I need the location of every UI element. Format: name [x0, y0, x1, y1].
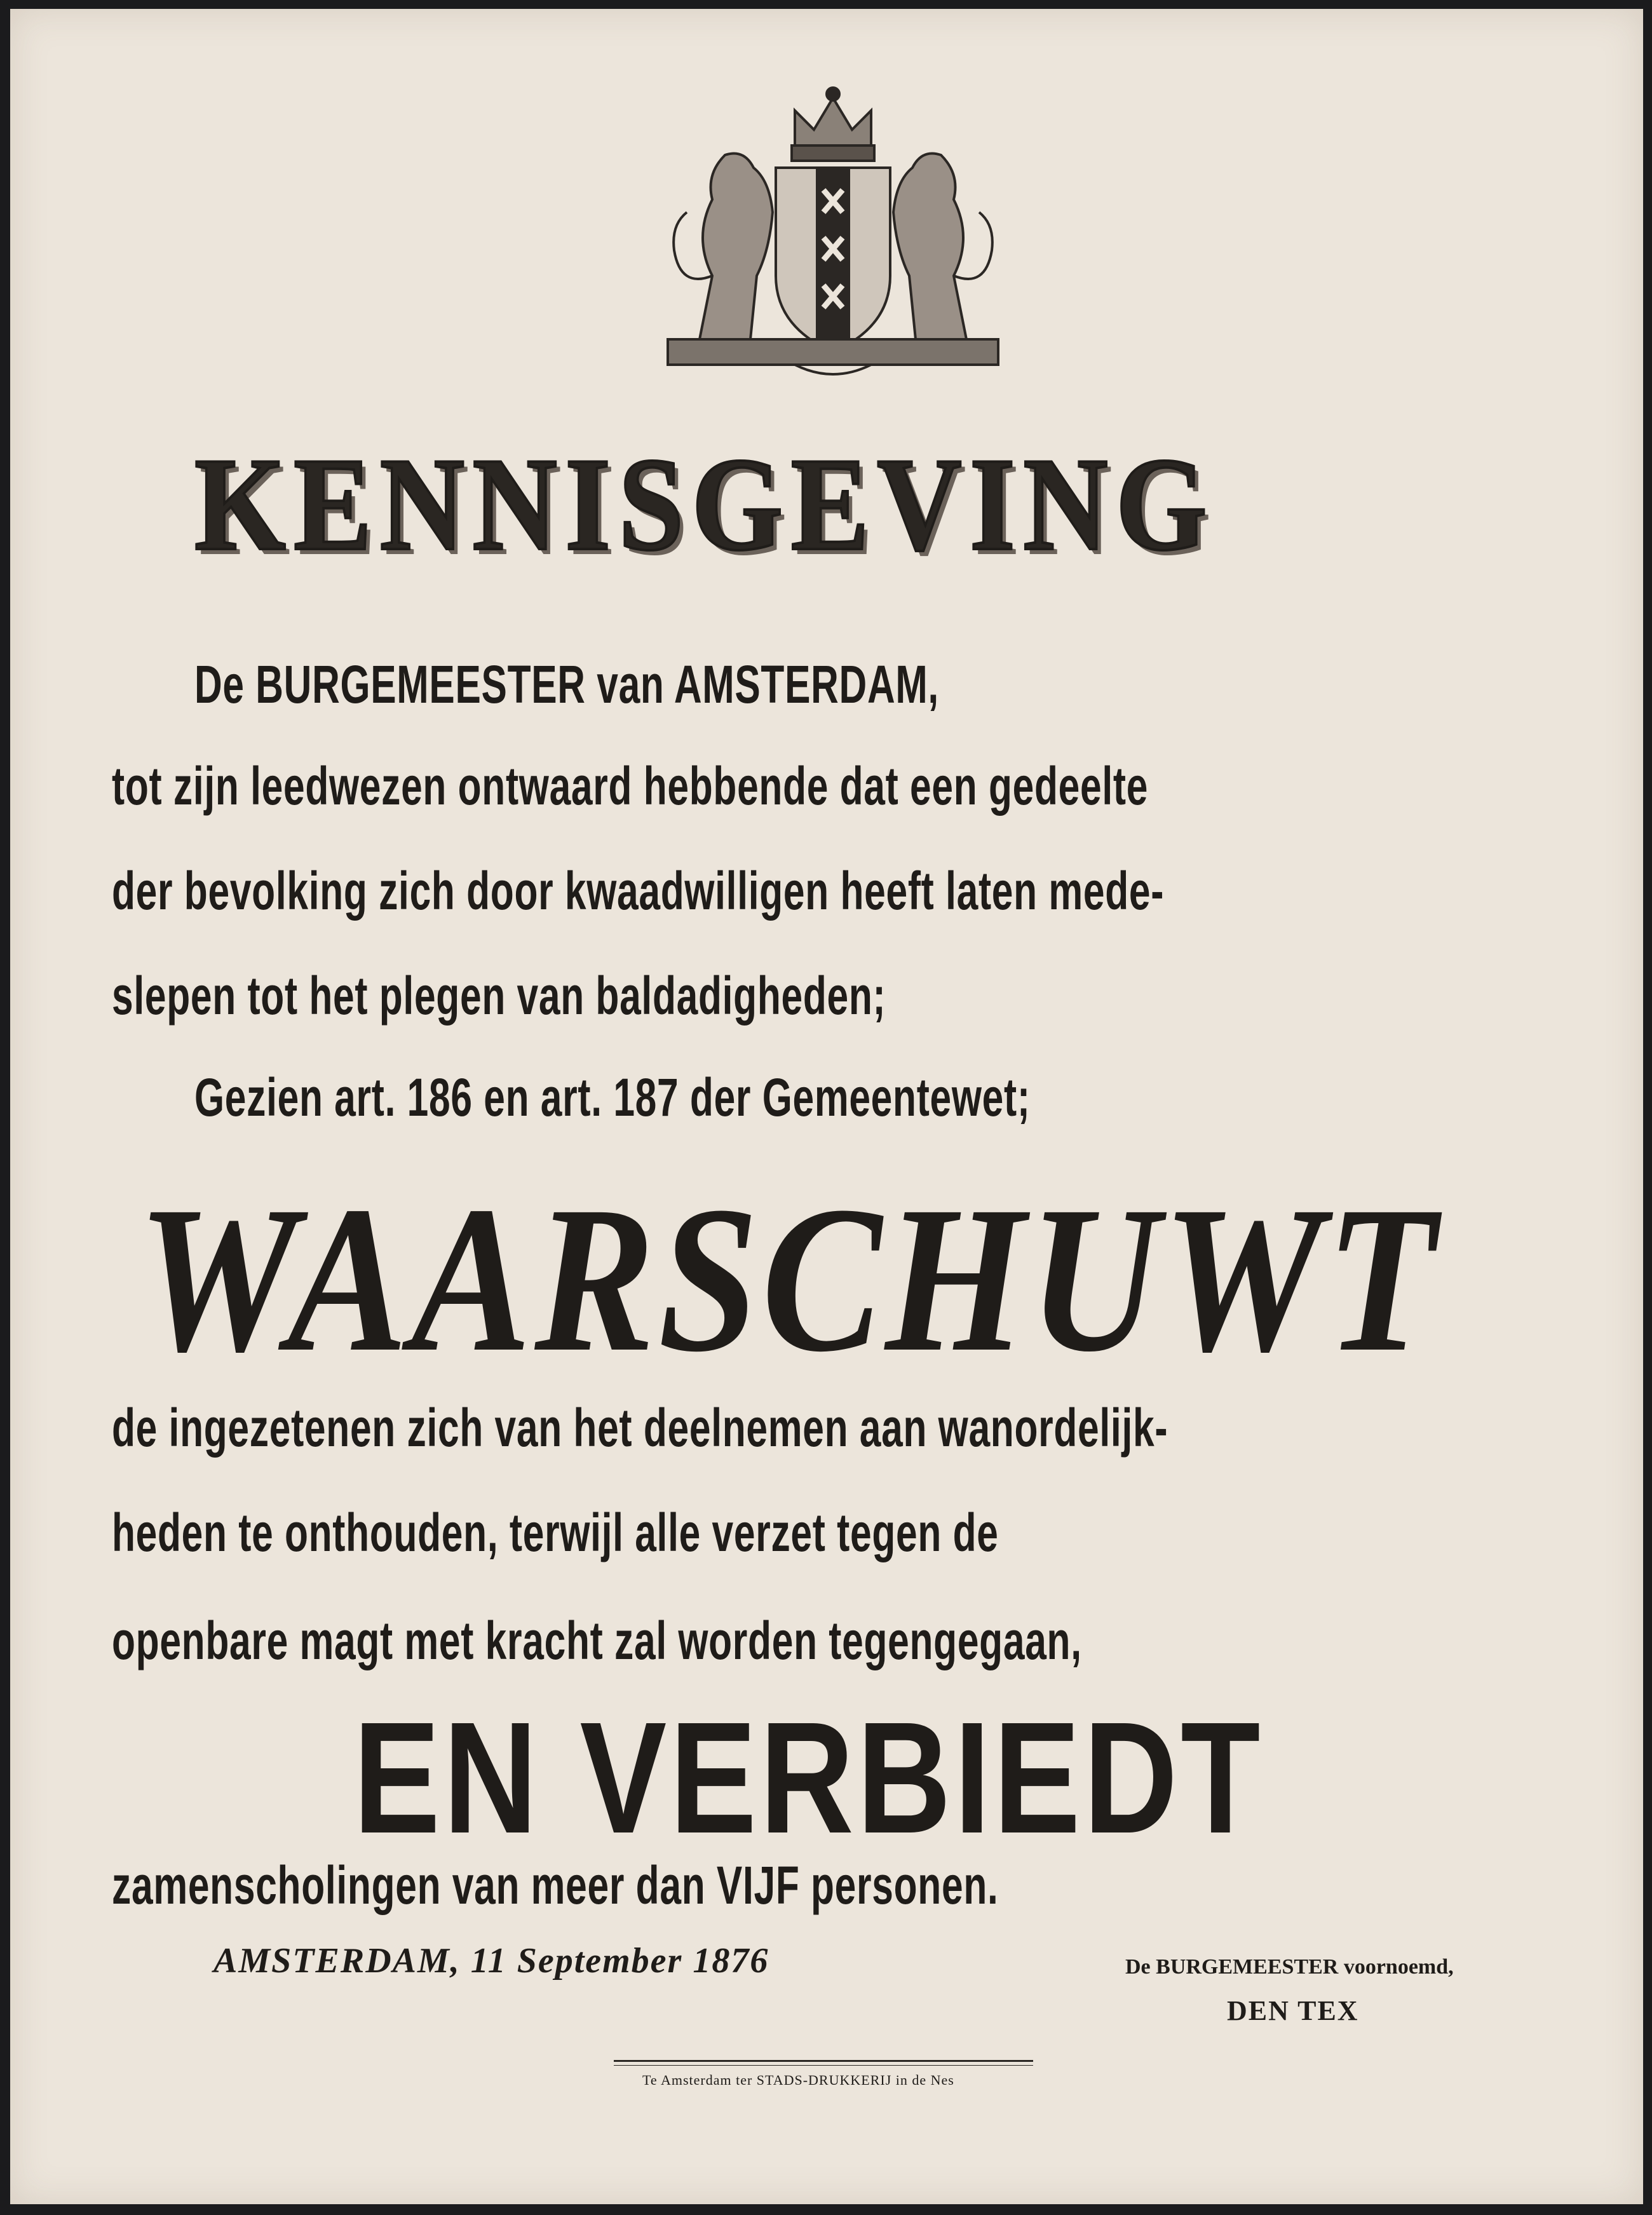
date-line: AMSTERDAM, 11 September 1876 [213, 1941, 769, 1981]
intro-line-1: De BURGEMEESTER van AMSTERDAM, [194, 654, 939, 714]
divider-rule [614, 2060, 1033, 2062]
intro-line-2: tot zijn leedwezen ontwaard hebbende dat een gedeelte [112, 756, 1149, 816]
warn-line-3: openbare magt met kracht zal worden tegengegaan, [112, 1611, 1082, 1670]
heading-kennisgeving: KENNISGEVING [194, 431, 1215, 578]
forbid-line: zamenscholingen van meer dan VIJF personen. [112, 1855, 999, 1915]
signature-title: De BURGEMEESTER voornoemd, [1125, 1955, 1454, 1979]
amsterdam-coat-of-arms-icon [642, 85, 1024, 384]
signature-name: DEN TEX [1227, 1995, 1359, 2026]
intro-line-3: der bevolking zich door kwaadwilligen heeft laten mede- [112, 861, 1165, 921]
divider-rule-thin [614, 2065, 1033, 2066]
heading-en-verbiedt: EN VERBIEDT [353, 1689, 1264, 1866]
intro-line-5: Gezien art. 186 en art. 187 der Gemeentewet; [194, 1067, 1031, 1127]
poster-sheet [10, 9, 1643, 2204]
printer-line: Te Amsterdam ter STADS-DRUKKERIJ in de Nes [642, 2072, 954, 2088]
heading-waarschuwt: WAARSCHUWT [137, 1163, 1440, 1395]
intro-line-4: slepen tot het plegen van baldadigheden; [112, 966, 886, 1026]
warn-line-1: de ingezetenen zich van het deelnemen aan wanordelijk- [112, 1398, 1168, 1458]
warn-line-2: heden te onthouden, terwijl alle verzet tegen de [112, 1503, 999, 1562]
